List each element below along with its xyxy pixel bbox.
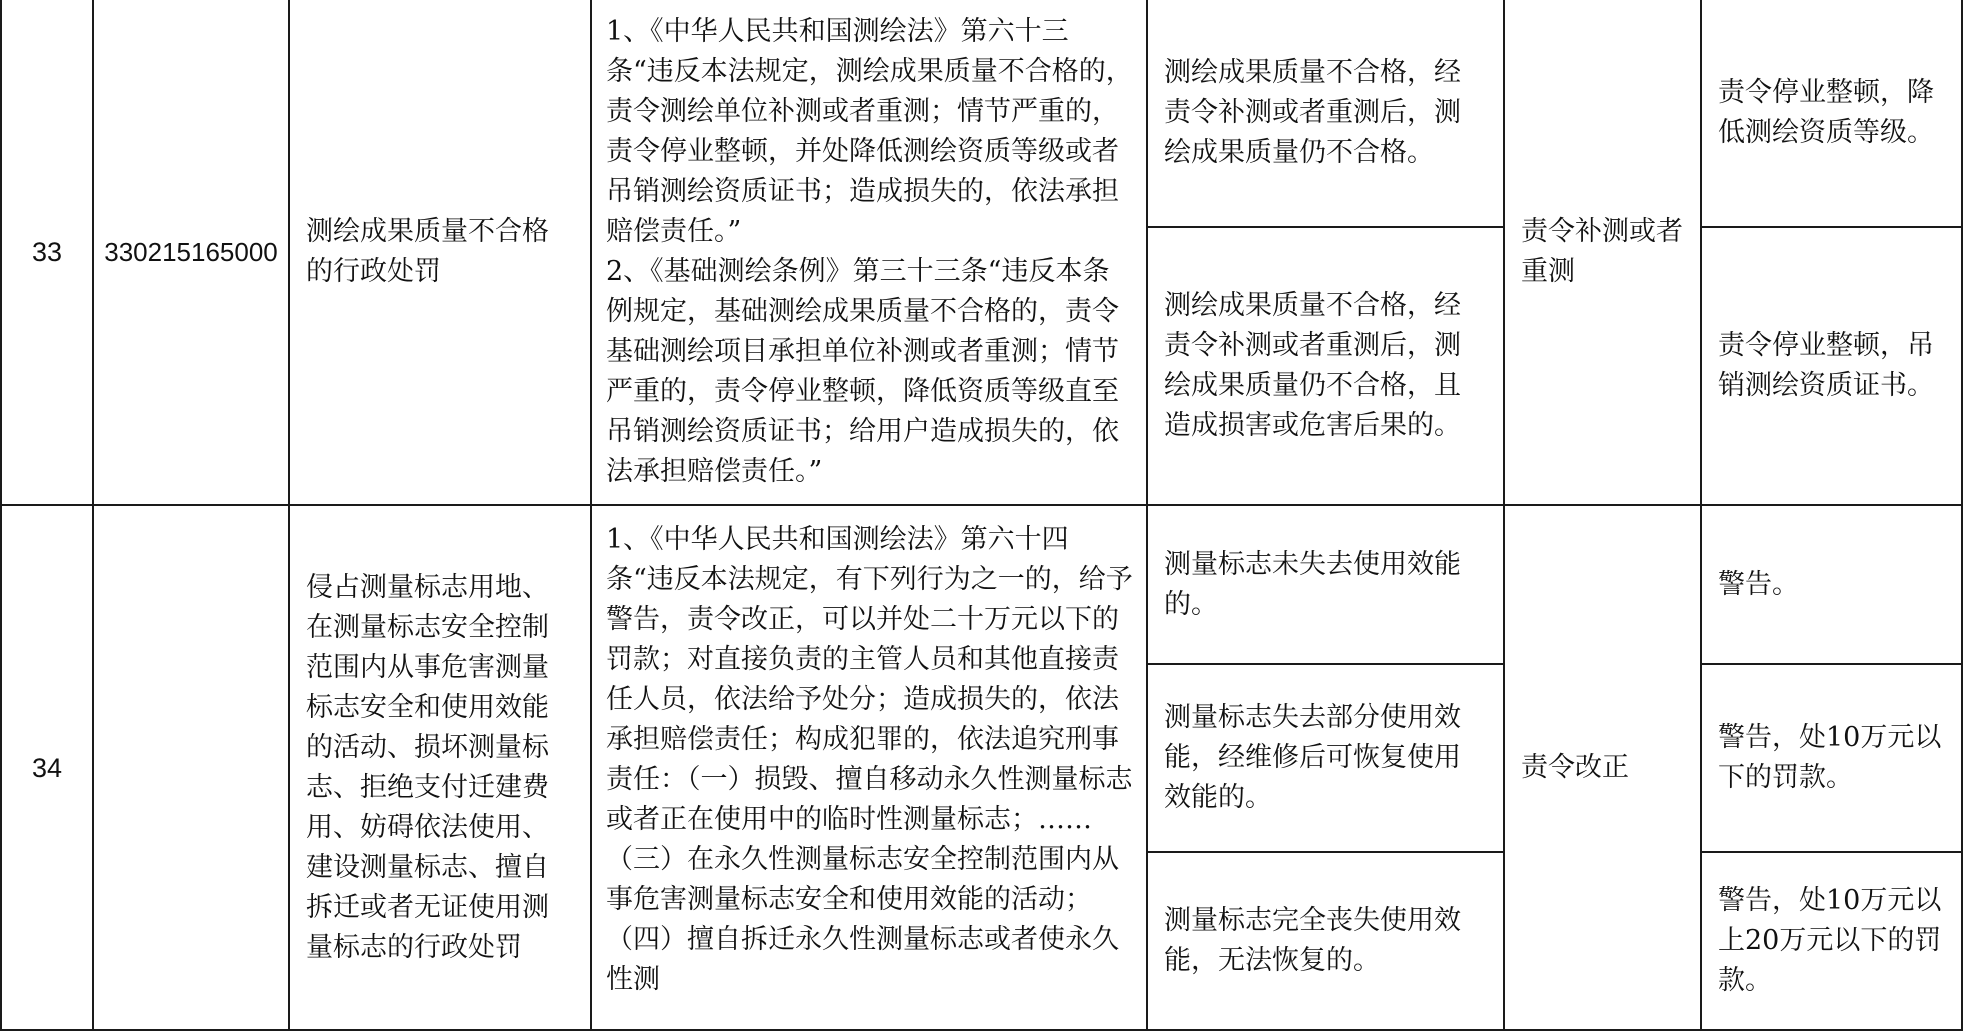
row-number: 33	[1, 0, 93, 505]
legal-basis-text	[606, 12, 1134, 492]
legal-basis-clause: 2、《基础测绘条例》第三十三条“违反本条例规定，基础测绘成果质量不合格的，责令基础测绘项目承担单位补测或者重测；情节严重的，责令停业整顿，降低资质等级直至吊销测绘资质证书；给用户造成损失的，依法承担赔偿责任。”	[606, 256, 1119, 487]
matter-name: 测绘成果质量不合格的行政处罚	[289, 0, 591, 505]
violation-condition: 测量标志未失去使用效能的。	[1147, 505, 1504, 664]
violation-condition: 测绘成果质量不合格，经责令补测或者重测后，测绘成果质量仍不合格。	[1147, 0, 1504, 227]
correction-measure: 责令补测或者重测	[1504, 0, 1701, 505]
penalty-standard: 警告，处10万元以上20万元以下的罚款。	[1701, 852, 1962, 1030]
matter-code: 330215165000	[93, 0, 289, 505]
row-number: 34	[1, 505, 93, 1030]
violation-condition: 测量标志失去部分使用效能，经维修后可恢复使用效能的。	[1147, 664, 1504, 852]
penalty-standard: 责令停业整顿，吊销测绘资质证书。	[1701, 227, 1962, 505]
penalty-standard: 警告，处10万元以下的罚款。	[1701, 664, 1962, 852]
table-row	[1, 0, 1962, 227]
legal-basis-clause: 1、《中华人民共和国测绘法》第六十三条“违反本法规定，测绘成果质量不合格的，责令测绘单位补测或者重测；情节严重的，责令停业整顿，并处降低测绘资质等级或者吊销测绘资质证书；造成损失的，依法承担赔偿责任。”	[606, 16, 1133, 247]
penalty-standard: 责令停业整顿，降低测绘资质等级。	[1701, 0, 1962, 227]
legal-basis-text	[606, 506, 1134, 1026]
legal-basis-clause: 1、《中华人民共和国测绘法》第六十四条“违反本法规定，有下列行为之一的，给予警告，责令改正，可以并处二十万元以下的罚款；对直接负责的主管人员和其他直接责任人员，依法给予处分；造成损失的，依法承担赔偿责任；构成犯罪的，依法追究刑事责任：（一）损毁、擅自移动永久性测量标志或者正在使用中的临时性测量标志；……（三）在永久性测量标志安全控制范围内从事危害测量标志安全和使用效能的活动；（四）擅自拆迁永久性测量标志或者使永久性测	[606, 524, 1133, 995]
table-row	[1, 505, 1962, 664]
legal-basis	[591, 505, 1147, 1030]
penalty-standard: 警告。	[1701, 505, 1962, 664]
matter-code	[93, 505, 289, 1030]
correction-measure: 责令改正	[1504, 505, 1701, 1030]
matter-name: 侵占测量标志用地、在测量标志安全控制范围内从事危害测量标志安全和使用效能的活动、损坏测量标志、拒绝支付迁建费用、妨碍依法使用、建设测量标志、擅自拆迁或者无证使用测量标志的行政处罚	[289, 505, 591, 1030]
legal-basis	[591, 0, 1147, 505]
violation-condition: 测绘成果质量不合格，经责令补测或者重测后，测绘成果质量仍不合格，且造成损害或危害后果的。	[1147, 227, 1504, 505]
violation-condition: 测量标志完全丧失使用效能，无法恢复的。	[1147, 852, 1504, 1030]
